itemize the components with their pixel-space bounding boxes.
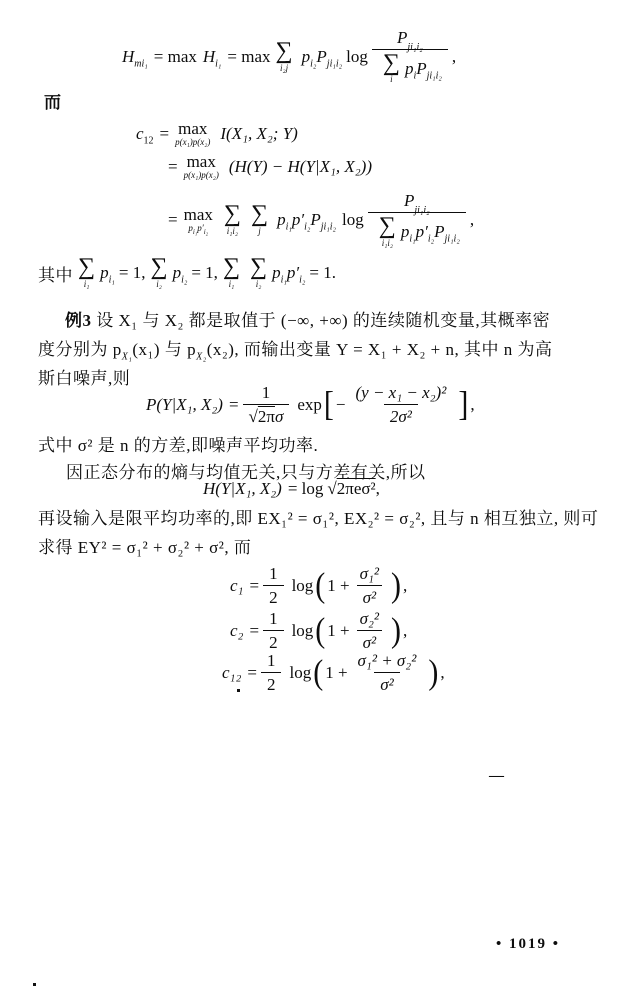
math-run: , <box>403 620 408 640</box>
summation <box>78 256 95 290</box>
math-run: $p_{i_1}p'_{i_2}$ <box>272 263 306 286</box>
subscript: i₁ <box>280 274 287 286</box>
subscript: i <box>413 70 417 82</box>
math-run: H(Y|X₁, X₂) <box>203 479 282 498</box>
sum-symbol: ∑ <box>378 212 396 239</box>
page-number: • 1019 • <box>496 936 561 952</box>
subscript: i₂ <box>310 58 317 70</box>
subscript: X₂ <box>196 351 207 363</box>
subscript: i₁ <box>409 233 416 245</box>
sum-symbol: ∑ <box>382 49 400 76</box>
paragraph-power <box>38 504 616 562</box>
text-line: 再设输入是限平均功率的,即 EX₁² = σ₁², EX₂² = σ₂², 且与 n 相互独立, 则可 <box>38 509 599 528</box>
math-run: c₂ <box>230 620 244 640</box>
fraction-numerator: P ji₁i₂ <box>403 191 430 216</box>
fraction-numerator: 1 <box>261 383 271 402</box>
text-run: 设 X₁ 与 X₂ 都是取值于 (−∞, +∞) 的连续随机变量,其概率密 <box>91 311 551 330</box>
summation <box>275 37 293 74</box>
scan-speck <box>33 983 36 986</box>
fraction <box>243 383 290 426</box>
fraction-numerator: σ₁² <box>359 564 380 583</box>
math-run: exp <box>297 394 322 414</box>
subscript: i₂ <box>299 274 306 286</box>
fraction-numerator: 1 <box>266 651 276 670</box>
sum-limit: i₂ <box>156 278 162 289</box>
math-run: = <box>249 575 260 595</box>
sum-symbol: ∑ <box>275 37 293 64</box>
sum-symbol: ∑ <box>223 201 241 228</box>
max-operator: max $p_{i_1}p'_{i_2}$ <box>183 204 213 236</box>
math-run: $H_{mi_1}$ <box>122 46 148 70</box>
math-run: $p_{i_1}p'_{i_2}P_{ji_1i_2}$ <box>400 222 460 245</box>
sum-symbol: ∑ <box>250 201 269 228</box>
equation-gaussian-density: P(Y|X₁, X₂) = 1 √ 2π σ exp [ − $\frac{\text{(y − x₁ − x₂)²}}{\text{2σ²}}$ ] , <box>146 383 475 426</box>
paragraph-constraints <box>38 256 336 290</box>
math-run: , <box>469 210 475 230</box>
sqrt-symbol: √ <box>327 479 337 498</box>
math-run: = <box>228 394 239 414</box>
fraction-denominator <box>372 49 448 86</box>
subscript: i₁ <box>108 274 115 286</box>
subscript: 12 <box>143 135 154 147</box>
subscript: i₂ <box>427 233 435 245</box>
fraction-denominator: σ² <box>374 672 399 695</box>
sum-symbol: ∑ <box>78 254 96 280</box>
math-run: $H_{i_1}$ <box>202 46 222 70</box>
math-run: , <box>375 479 380 498</box>
equation-conditional-entropy <box>203 479 380 499</box>
math-run: 1 + <box>325 662 348 682</box>
summation <box>150 256 167 290</box>
math-run: = max <box>227 46 271 66</box>
fraction <box>261 651 282 694</box>
fraction-numerator: P ji₁i₂ <box>397 28 423 53</box>
subscript: mi₁ <box>134 58 148 70</box>
math-run: $p_{i_1}$ <box>100 263 115 286</box>
math-run: = <box>247 662 257 682</box>
math-run: I(X₁, X₂; Y) <box>220 124 298 144</box>
math-run: 1 + <box>327 620 350 640</box>
text-run: (x₂), 而输出变量 Y = X₁ + X₂ + n, 其中 n 为高 <box>206 340 553 359</box>
math-run: = <box>249 620 260 640</box>
math-run: = max <box>153 46 197 66</box>
subscript: i₂ <box>304 221 311 233</box>
scan-dash-mark: — <box>489 768 504 784</box>
summation <box>224 203 241 237</box>
math-run: $p_{i_2}$ <box>172 263 188 286</box>
fraction <box>263 609 284 652</box>
fraction-numerator: σ₂² <box>359 609 380 628</box>
math-run: c₁ <box>230 575 244 595</box>
math-run: $c_{12}$ <box>136 124 154 147</box>
fraction-numerator: 1 <box>269 609 278 628</box>
max-operator: max p(x₁)p(x₂) <box>175 119 211 147</box>
math-run: P(Y|X₁, X₂) <box>146 394 223 414</box>
fraction-denominator: 2 <box>261 672 282 695</box>
math-run: , <box>403 575 408 595</box>
subscript: ji₁i₂ <box>320 221 337 233</box>
math-run: log <box>291 575 314 595</box>
math-run: 1 + <box>327 575 350 595</box>
text-run: 其中 <box>38 265 73 285</box>
math-run: = log <box>287 479 324 498</box>
summation <box>251 203 268 237</box>
fraction-denominator: 2σ² <box>384 404 418 427</box>
math-run: 2πeσ² <box>336 479 376 498</box>
text-run: 度分别为 p <box>38 340 122 359</box>
sum-limit: i₂j <box>280 62 289 73</box>
fraction-denominator <box>243 404 290 427</box>
fraction <box>352 651 423 694</box>
sum-limit: i₂ <box>255 278 262 289</box>
equation-c12-capacity: c₁₂ = $\frac{1}{2}$ log ( 1 + $\frac{\text{σ₁² + σ₂²}}{\text{σ²}}$ ) , <box>222 651 445 694</box>
fraction <box>354 609 385 652</box>
paragraph-normal-entropy: 因正态分布的熵与均值无关,只与方差有关,所以 <box>66 463 426 482</box>
paragraph-example3 <box>38 306 616 393</box>
summation <box>223 256 240 290</box>
equation-c12-line1 <box>136 120 474 149</box>
sum-symbol: ∑ <box>250 254 268 280</box>
summation <box>382 49 400 86</box>
fraction-numerator: (y − x₁ − x₂)² <box>355 383 447 402</box>
math-run: log <box>289 662 312 682</box>
sqrt-symbol: √ <box>248 406 258 426</box>
math-run: $p_{i_1}p'_{i_2}P_{ji_1i_2}$ <box>277 210 337 233</box>
fraction <box>350 383 453 426</box>
math-run: = <box>168 210 178 230</box>
summation <box>378 212 396 249</box>
fraction <box>372 28 448 86</box>
math-run: = 1, <box>118 263 146 283</box>
fraction-numerator: σ₁² + σ₂² <box>357 651 417 670</box>
math-run: log <box>291 620 314 640</box>
fraction-denominator: 2 <box>263 630 284 653</box>
subscript: ji₁i₂ <box>426 70 442 82</box>
sum-limit: i₁i₂ <box>381 237 393 248</box>
math-run: , <box>451 46 457 66</box>
subscript: ji₁i₂ <box>326 58 343 70</box>
sum-limit: i₁i₂ <box>226 225 239 236</box>
scan-speck <box>237 689 240 692</box>
math-run: = <box>168 157 178 177</box>
fraction-denominator <box>368 212 466 249</box>
fraction-numerator: 1 <box>269 564 278 583</box>
fraction <box>263 564 284 607</box>
subscript: i₁ <box>285 221 292 233</box>
math-run: $p_{i_2}P_{ji_1i_2}$ <box>301 46 343 70</box>
text-line: 求得 EY² = σ₁² + σ₂² + σ², 而 <box>38 538 252 557</box>
example-label: 例3 <box>65 311 92 330</box>
fraction-denominator: σ² <box>357 630 382 653</box>
math-run: = 1, <box>191 263 218 283</box>
fraction <box>354 564 385 607</box>
math-run: log <box>342 210 364 230</box>
text-line <box>38 335 616 364</box>
paragraph-word-er: 而 <box>44 93 62 112</box>
math-run: σ <box>274 406 284 426</box>
math-run: log <box>346 46 368 66</box>
math-run: , <box>440 662 445 682</box>
subscript: X₁ <box>121 351 133 363</box>
sum-limit: i <box>390 74 393 85</box>
subscript: i₁ <box>215 58 222 70</box>
sum-limit: j <box>258 225 261 236</box>
sum-limit: i₁ <box>83 278 90 289</box>
max-operator: max p(x₁)p(x₂) <box>183 151 219 180</box>
fraction-denominator: σ² <box>357 585 382 608</box>
math-run: , <box>470 394 475 414</box>
subscript: i₂ <box>181 274 188 286</box>
math-run: = 1. <box>309 263 336 283</box>
subscript: ji₁i₂ <box>444 233 460 245</box>
text-run: (x₁) 与 p <box>132 340 197 359</box>
sum-symbol: ∑ <box>150 254 168 280</box>
equation-c12-line2 <box>168 153 474 182</box>
math-run: − <box>335 394 346 414</box>
math-run: = <box>159 124 170 144</box>
equation-c2: c₂ = $\frac{1}{2}$ log ( 1 + $\frac{\text{σ₂²}}{\text{σ²}}$ ) , <box>230 609 408 652</box>
equation-c1: c₁ = $\frac{1}{2}$ log ( 1 + $\frac{\text{σ₁²}}{\text{σ²}}$ ) , <box>230 564 408 607</box>
math-run: (H(Y) − H(Y|X₁, X₂)) <box>228 157 373 177</box>
summation <box>250 256 267 290</box>
max-limit: p(x₁)p(x₂) <box>183 169 219 180</box>
math-run: c₁₂ <box>222 662 242 682</box>
sum-limit: i₁ <box>228 278 235 289</box>
text-run: 斯白噪声,则 <box>38 369 131 388</box>
math-run: $p_iP_{ji_1i_2}$ <box>404 58 442 82</box>
fraction-denominator: 2 <box>263 585 284 608</box>
equation-c12-block <box>136 120 474 249</box>
max-limit: $p_{i_1}p'_{i_2}$ <box>188 222 209 236</box>
paragraph-variance: 式中 σ² 是 n 的方差,即噪声平均功率. <box>38 436 319 455</box>
fraction <box>368 191 466 249</box>
text-line <box>38 306 616 335</box>
equation-c12-line3 <box>168 191 474 249</box>
equation-hmax <box>122 28 456 86</box>
sum-symbol: ∑ <box>222 254 241 280</box>
math-run: 2π <box>257 406 275 426</box>
max-limit: p(x₁)p(x₂) <box>175 137 211 147</box>
